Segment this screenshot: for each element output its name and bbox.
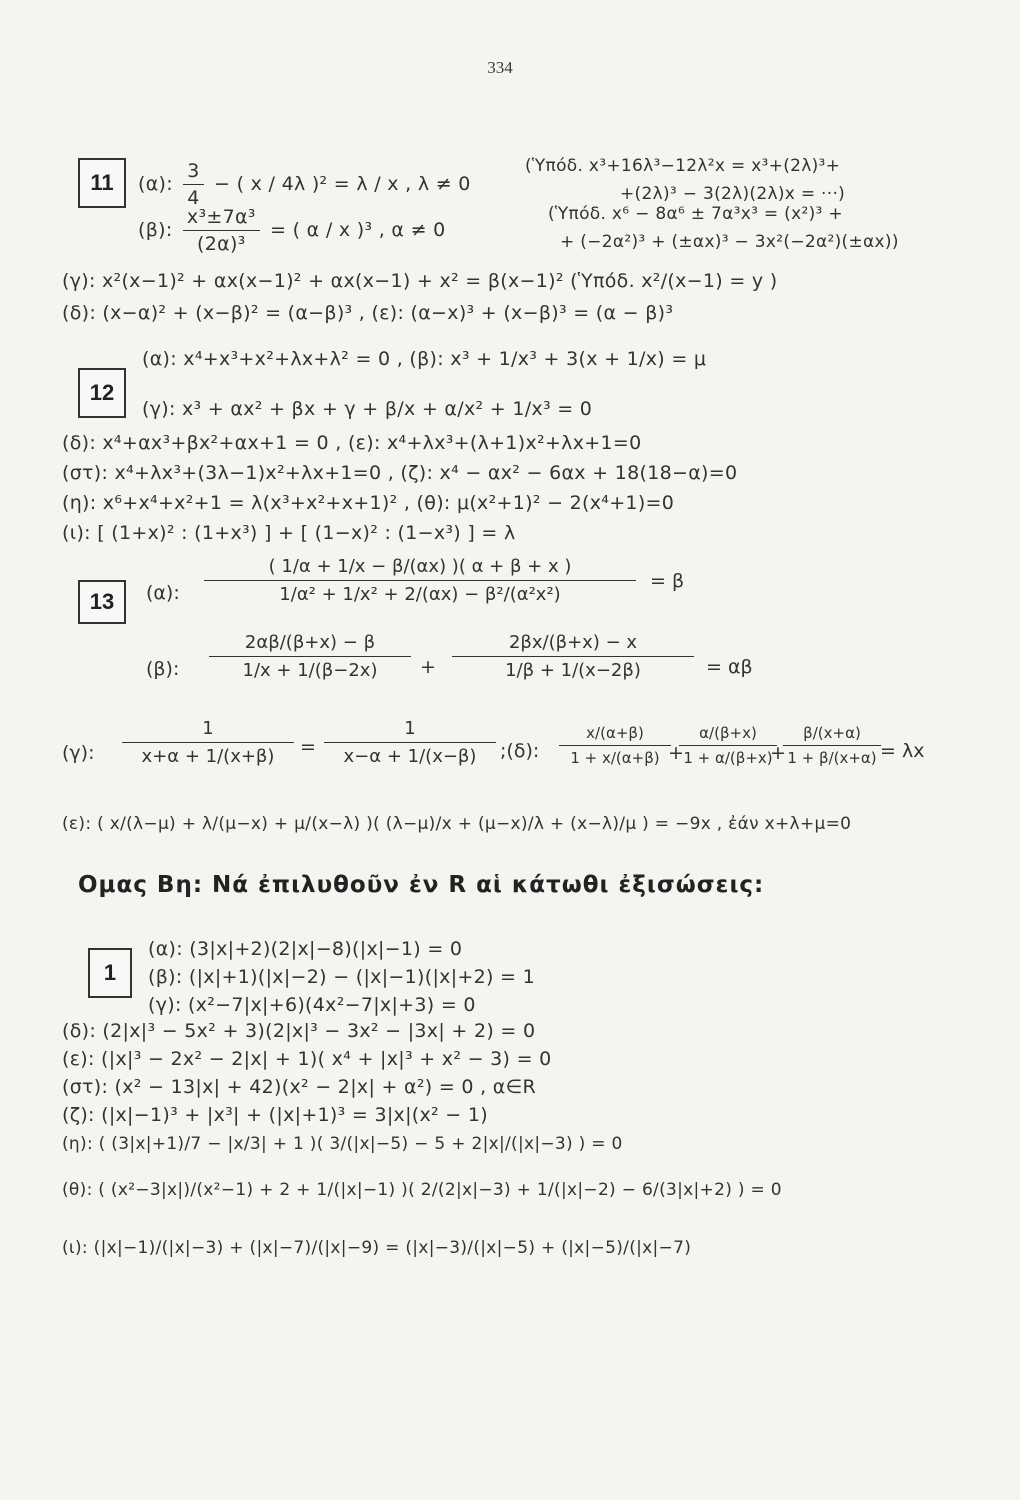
p13-d-label: ;(δ): xyxy=(500,740,540,762)
problem-1-a: (α): (3|x|+2)(2|x|−8)(|x|−1) = 0 xyxy=(148,938,463,960)
p13-d-den1: 1 + x/(α+β) xyxy=(570,749,660,767)
p13-d-fraction-1 xyxy=(560,724,670,767)
p13-c-label: (γ): xyxy=(62,742,95,764)
problem-1-i: (ι): (|x|−1)/(|x|−3) + (|x|−7)/(|x|−9) = (|x|−3)/(|x|−5) + (|x|−5)/(|x|−7) xyxy=(62,1238,692,1258)
p13-d-num3: β/(x+α) xyxy=(783,724,881,746)
p11-a-frac-den: 4 xyxy=(187,187,200,209)
problem-number-box-1: 1 xyxy=(88,948,132,998)
problem-1-h: (η): ( (3|x|+1)/7 − |x/3| + 1 )( 3/(|x|−5) − 5 + 2|x|/(|x|−3) ) = 0 xyxy=(62,1134,623,1154)
p13-b-fraction-1 xyxy=(205,632,415,681)
p13-d-rhs: = λx xyxy=(880,740,925,762)
p11-a-hint: (Ὑπόδ. x³+16λ³−12λ²x = x³+(2λ)³+ xyxy=(525,156,841,176)
problem-number-box-11: 11 xyxy=(78,158,126,208)
p13-a-rhs: = β xyxy=(650,570,685,592)
p13-c-den2: x−α + 1/(x−β) xyxy=(343,746,477,767)
p13-b-num2: 2βx/(β+x) − x xyxy=(452,632,694,657)
problem-12-a: (α): x⁴+x³+x²+λx+λ² = 0 , (β): x³ + 1/x³ + 3(x + 1/x) = μ xyxy=(142,348,707,370)
p13-c-den1: x+α + 1/(x+β) xyxy=(141,746,275,767)
p11-a-frac-num: 3 xyxy=(183,160,203,185)
problem-12-d: (δ): x⁴+αx³+βx²+αx+1 = 0 , (ε): x⁴+λx³+(λ+1)x²+λx+1=0 xyxy=(62,432,642,454)
page-number: 334 xyxy=(487,58,513,77)
p13-b-fraction-2 xyxy=(448,632,698,681)
p13-b-label: (β): xyxy=(146,658,180,680)
problem-11-c: (γ): x²(x−1)² + αx(x−1)² + αx(x−1) + x² = β(x−1)² (Ὑπόδ. x²/(x−1) = y ) xyxy=(62,270,778,292)
p13-b-rhs: = αβ xyxy=(706,656,753,678)
problem-11-b xyxy=(138,206,446,255)
p13-c-num2: 1 xyxy=(324,718,496,743)
p13-d-num1: x/(α+β) xyxy=(559,724,671,746)
p13-d-plus1: + xyxy=(668,742,684,764)
p13-b-den2: 1/β + 1/(x−2β) xyxy=(505,660,641,681)
problem-11-d: (δ): (x−α)² + (x−β)² = (α−β)³ , (ε): (α−x)³ + (x−β)³ = (α − β)³ xyxy=(62,302,674,324)
p13-d-fraction-3 xyxy=(784,724,880,767)
p13-b-den1: 1/x + 1/(β−2x) xyxy=(242,660,378,681)
p11-b-fraction xyxy=(183,206,260,255)
problem-13-e: (ε): ( x/(λ−μ) + λ/(μ−x) + μ/(x−λ) )( (λ−μ)/x + (μ−x)/λ + (x−λ)/μ ) = −9x , ἐάν x+λ+μ=0 xyxy=(62,814,852,834)
problem-number-box-12: 12 xyxy=(78,368,126,418)
problem-1-e: (ε): (|x|³ − 2x² − 2|x| + 1)( x⁴ + |x|³ + x² − 3) = 0 xyxy=(62,1048,552,1070)
p13-c-eq: = xyxy=(300,736,316,758)
problem-1-st: (στ): (x² − 13|x| + 42)(x² − 2|x| + α²) = 0 , α∈R xyxy=(62,1076,536,1098)
p13-c-num1: 1 xyxy=(122,718,294,743)
problem-12-i: (ι): [ (1+x)² : (1+x³) ] + [ (1−x)² : (1−x³) ] = λ xyxy=(62,522,516,544)
p13-d-num2: α/(β+x) xyxy=(679,724,777,746)
p11-b-label: (β): xyxy=(138,219,173,241)
p13-d-den3: 1 + β/(x+α) xyxy=(787,749,877,767)
p13-a-fraction xyxy=(200,556,640,605)
p11-b-frac-den: (2α)³ xyxy=(197,233,246,255)
p13-d-plus2: + xyxy=(770,742,786,764)
p13-b-plus: + xyxy=(420,656,436,678)
problem-1-th: (θ): ( (x²−3|x|)/(x²−1) + 2 + 1/(|x|−1) )( 2/(2|x|−3) + 1/(|x|−2) − 6/(3|x|+2) ) = 0 xyxy=(62,1180,782,1200)
p13-a-num: ( 1/α + 1/x − β/(αx) )( α + β + x ) xyxy=(204,556,636,581)
problem-1-b: (β): (|x|+1)(|x|−2) − (|x|−1)(|x|+2) = 1 xyxy=(148,966,535,988)
p11-a-mid: − ( x / 4λ )² = λ / x , λ ≠ 0 xyxy=(214,173,471,195)
p11-b-mid: = ( α / x )³ , α ≠ 0 xyxy=(270,219,446,241)
p13-c-fraction-1 xyxy=(118,718,298,767)
problem-1-d: (δ): (2|x|³ − 5x² + 3)(2|x|³ − 3x² − |3x| + 2) = 0 xyxy=(62,1020,536,1042)
problem-11-a xyxy=(138,160,471,209)
problem-1-z: (ζ): (|x|−1)³ + |x³| + (|x|+1)³ = 3|x|(x² − 1) xyxy=(62,1104,488,1126)
problem-1-c: (γ): (x²−7|x|+6)(4x²−7|x|+3) = 0 xyxy=(148,994,476,1016)
p13-d-fraction-2 xyxy=(680,724,776,767)
p13-a-den: 1/α² + 1/x² + 2/(αx) − β²/(α²x²) xyxy=(279,584,561,605)
p13-b-num1: 2αβ/(β+x) − β xyxy=(209,632,411,657)
p11-b-hint: (Ὑπόδ. x⁶ − 8α⁶ ± 7α³x³ = (x²)³ + xyxy=(548,204,843,224)
problem-12-st: (στ): x⁴+λx³+(3λ−1)x²+λx+1=0 , (ζ): x⁴ − αx² − 6αx + 18(18−α)=0 xyxy=(62,462,738,484)
p11-a-hint2: +(2λ)³ − 3(2λ)(2λ)x = ···) xyxy=(620,184,846,204)
p11-b-frac-num: x³±7α³ xyxy=(183,206,260,231)
p13-d-den2: 1 + α/(β+x) xyxy=(683,749,773,767)
problem-12-h: (η): x⁶+x⁴+x²+1 = λ(x³+x²+x+1)² , (θ): μ(x²+1)² − 2(x⁴+1)=0 xyxy=(62,492,675,514)
group-heading: Ομας Βη: Νά ἐπιλυθοῦν ἐν R αἱ κάτωθι ἐξισώσεις: xyxy=(78,872,765,898)
p11-b-hint2: + (−2α²)³ + (±αx)³ − 3x²(−2α²)(±αx)) xyxy=(560,232,899,252)
p11-a-fraction xyxy=(183,160,203,209)
p11-a-label: (α): xyxy=(138,173,173,195)
p13-c-fraction-2 xyxy=(320,718,500,767)
p13-a-label: (α): xyxy=(146,582,180,604)
problem-number-box-13: 13 xyxy=(78,580,126,624)
problem-12-c: (γ): x³ + αx² + βx + γ + β/x + α/x² + 1/x³ = 0 xyxy=(142,398,593,420)
